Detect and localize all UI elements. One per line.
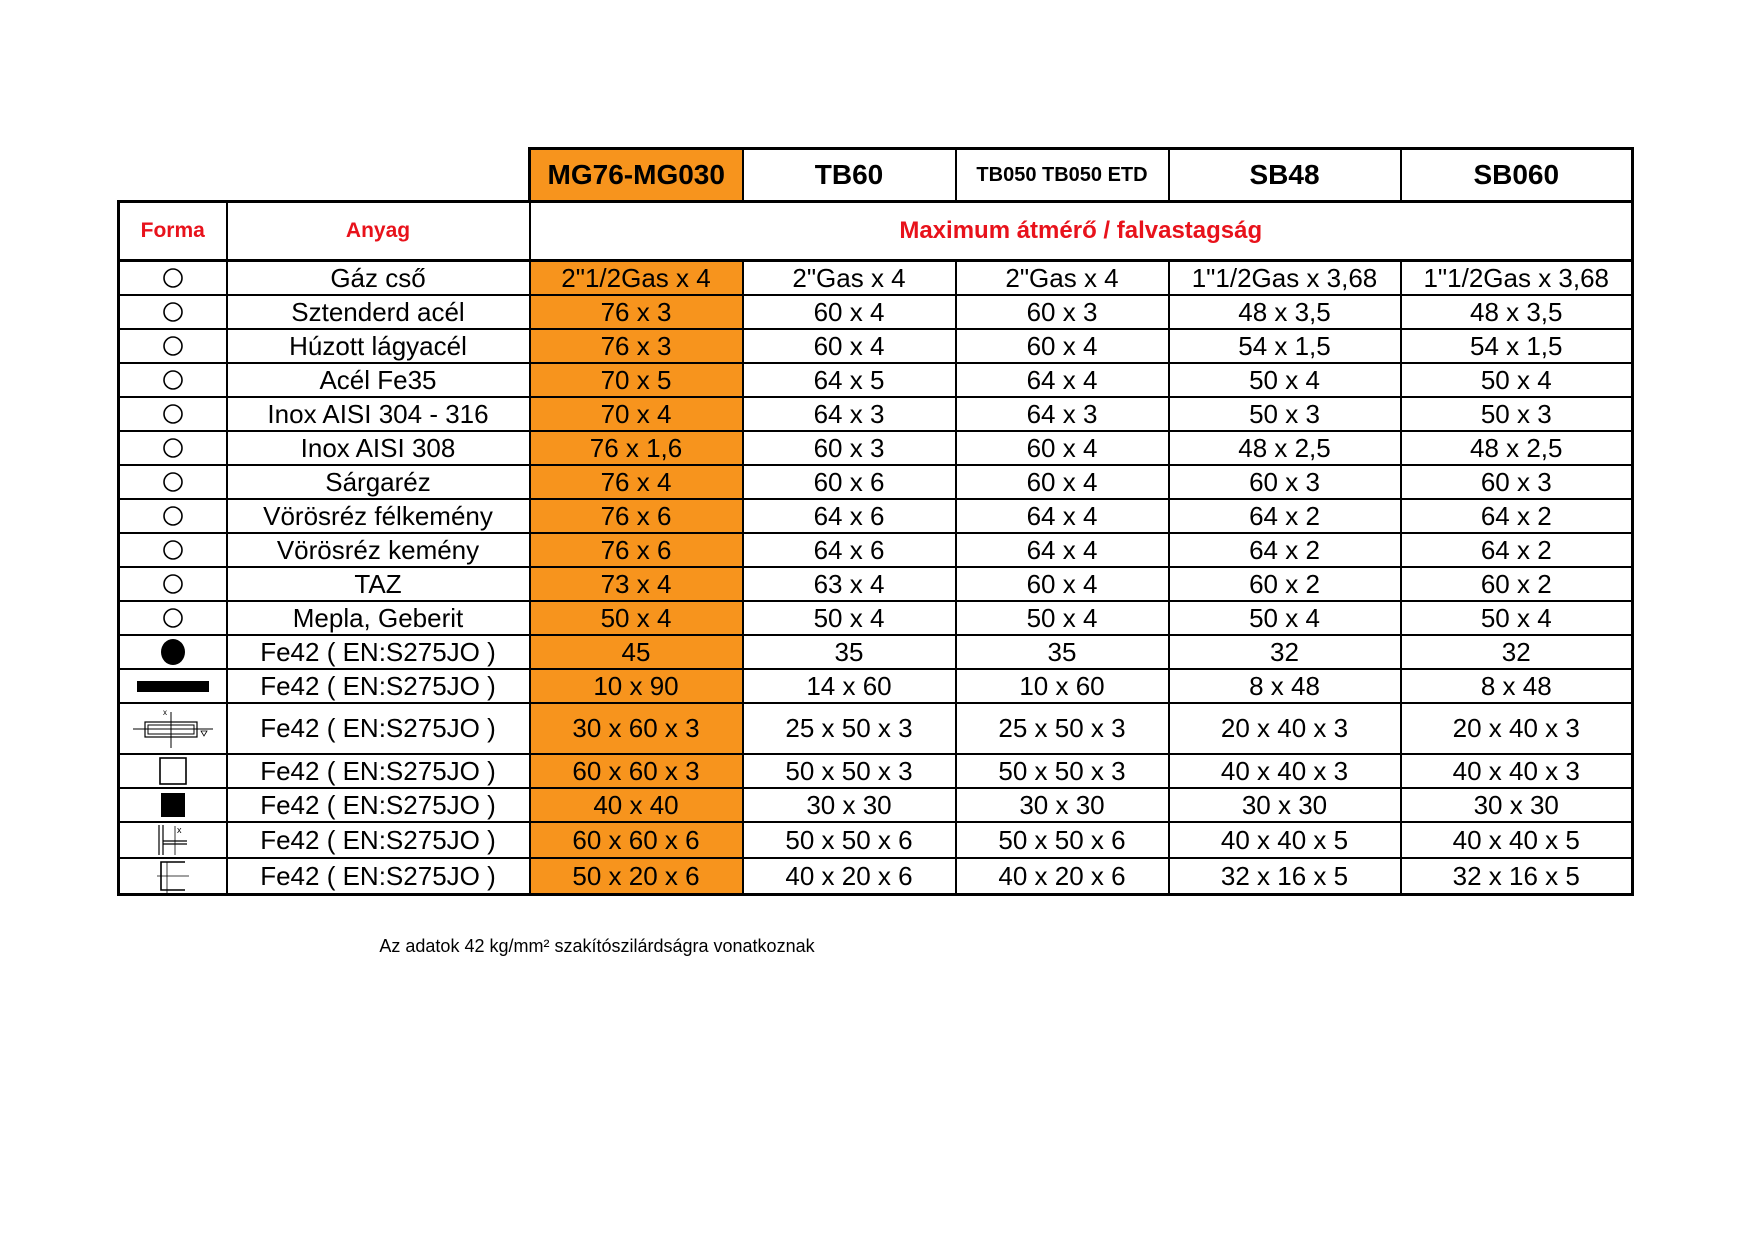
value-cell: 8 x 48 [1401,669,1633,703]
material-cell: Fe42 ( EN:S275JO ) [227,754,530,788]
circle-outline-icon [120,368,226,392]
material-cell: Vörösréz félkemény [227,499,530,533]
value-cell: 1"1/2Gas x 3,68 [1401,261,1633,296]
value-cell: 50 x 4 [1169,601,1401,635]
table-row [119,788,1633,822]
solid-square-icon [120,792,226,818]
material-cell: Gáz cső [227,261,530,296]
model-header-tb60: TB60 [743,149,956,202]
rectangular-tube-icon [120,706,226,752]
shape-cell [119,363,227,397]
table-row [119,261,1633,296]
value-cell: 1"1/2Gas x 3,68 [1169,261,1401,296]
value-cell: 60 x 2 [1169,567,1401,601]
table-row [119,431,1633,465]
shape-cell [119,261,227,296]
model-header-mg76: MG76-MG030 [530,149,743,202]
circle-outline-icon [120,266,226,290]
anyag-header: Anyag [227,202,530,261]
value-cell: 60 x 4 [743,295,956,329]
value-cell: 60 x 4 [956,431,1169,465]
value-cell: 30 x 30 [743,788,956,822]
shape-cell [119,499,227,533]
table-body [119,261,1633,895]
value-cell: 76 x 3 [530,329,743,363]
shape-cell [119,703,227,754]
value-cell: 73 x 4 [530,567,743,601]
material-cell: Fe42 ( EN:S275JO ) [227,822,530,858]
value-cell: 64 x 3 [743,397,956,431]
value-cell: 50 x 4 [956,601,1169,635]
value-cell: 64 x 4 [956,499,1169,533]
value-cell: 35 [743,635,956,669]
shape-cell [119,567,227,601]
circle-outline-icon [120,470,226,494]
value-cell: 76 x 6 [530,499,743,533]
table-row [119,295,1633,329]
circle-outline-icon [120,334,226,358]
value-cell: 32 x 16 x 5 [1169,858,1401,895]
value-cell: 60 x 60 x 6 [530,822,743,858]
material-cell: Fe42 ( EN:S275JO ) [227,858,530,895]
value-cell: 64 x 2 [1169,533,1401,567]
value-cell: 35 [956,635,1169,669]
value-cell: 70 x 4 [530,397,743,431]
model-header-tb050: TB050 TB050 ETD [956,149,1169,202]
value-cell: 60 x 3 [743,431,956,465]
value-cell: 8 x 48 [1169,669,1401,703]
shape-cell [119,754,227,788]
value-cell: 48 x 2,5 [1401,431,1633,465]
value-cell: 63 x 4 [743,567,956,601]
value-cell: 30 x 30 [956,788,1169,822]
table-row [119,669,1633,703]
value-cell: 50 x 4 [1401,363,1633,397]
value-cell: 76 x 1,6 [530,431,743,465]
model-header-row [119,149,1633,202]
value-cell: 40 x 40 [530,788,743,822]
circle-outline-icon [120,300,226,324]
footnote [0,936,1754,957]
shape-cell [119,295,227,329]
value-cell: 50 x 4 [1401,601,1633,635]
value-cell: 40 x 20 x 6 [743,858,956,895]
value-cell: 64 x 2 [1401,533,1633,567]
angle-profile-icon [120,823,226,857]
model-header-sb48: SB48 [1169,149,1401,202]
value-cell: 60 x 4 [743,329,956,363]
value-cell: 60 x 4 [956,465,1169,499]
footnote-text: Az adatok 42 kg/mm² szakítószilárdságra vonatkoznak [379,936,815,956]
table-row [119,363,1633,397]
material-cell: Mepla, Geberit [227,601,530,635]
value-cell: 20 x 40 x 3 [1401,703,1633,754]
table-row [119,703,1633,754]
value-cell: 2"1/2Gas x 4 [530,261,743,296]
value-cell: 20 x 40 x 3 [1169,703,1401,754]
value-cell: 64 x 3 [956,397,1169,431]
value-cell: 50 x 4 [1169,363,1401,397]
table-row [119,499,1633,533]
material-cell: Fe42 ( EN:S275JO ) [227,635,530,669]
material-cell: Húzott lágyacél [227,329,530,363]
shape-cell [119,858,227,895]
flat-bar-icon [120,678,226,694]
forma-header: Forma [119,202,227,261]
value-cell: 2"Gas x 4 [743,261,956,296]
blank-corner [227,149,530,202]
model-header-sb060: SB060 [1401,149,1633,202]
material-cell: Acél Fe35 [227,363,530,397]
value-cell: 50 x 3 [1401,397,1633,431]
table-row [119,754,1633,788]
material-cell: Vörösréz kemény [227,533,530,567]
value-cell: 54 x 1,5 [1401,329,1633,363]
value-cell: 64 x 6 [743,533,956,567]
table-row [119,397,1633,431]
value-cell: 32 [1169,635,1401,669]
value-cell: 25 x 50 x 3 [956,703,1169,754]
shape-cell [119,601,227,635]
value-cell: 60 x 4 [956,329,1169,363]
value-cell: 54 x 1,5 [1169,329,1401,363]
value-cell: 40 x 40 x 5 [1401,822,1633,858]
value-cell: 14 x 60 [743,669,956,703]
blank-corner [119,149,227,202]
material-cell: Fe42 ( EN:S275JO ) [227,703,530,754]
value-cell: 50 x 20 x 6 [530,858,743,895]
value-cell: 64 x 4 [956,363,1169,397]
value-cell: 60 x 4 [956,567,1169,601]
value-cell: 2"Gas x 4 [956,261,1169,296]
table-row [119,533,1633,567]
value-cell: 32 [1401,635,1633,669]
circle-outline-icon [120,606,226,630]
material-cell: Fe42 ( EN:S275JO ) [227,669,530,703]
label-header-row [119,202,1633,261]
shape-cell [119,788,227,822]
shape-cell [119,465,227,499]
value-cell: 76 x 3 [530,295,743,329]
value-cell: 48 x 3,5 [1401,295,1633,329]
dimension-span-header: Maximum átmérő / falvastagság [530,202,1633,261]
value-cell: 50 x 50 x 3 [743,754,956,788]
shape-cell [119,822,227,858]
table-row [119,567,1633,601]
value-cell: 70 x 5 [530,363,743,397]
capacity-table [117,147,1634,896]
table-row [119,601,1633,635]
value-cell: 60 x 2 [1401,567,1633,601]
value-cell: 50 x 50 x 3 [956,754,1169,788]
table-row [119,858,1633,895]
value-cell: 30 x 60 x 3 [530,703,743,754]
value-cell: 48 x 2,5 [1169,431,1401,465]
shape-cell [119,635,227,669]
table-row [119,465,1633,499]
channel-profile-icon [120,859,226,893]
value-cell: 10 x 90 [530,669,743,703]
value-cell: 50 x 4 [743,601,956,635]
material-cell: Sztenderd acél [227,295,530,329]
value-cell: 64 x 4 [956,533,1169,567]
value-cell: 64 x 2 [1401,499,1633,533]
material-cell: Inox AISI 308 [227,431,530,465]
value-cell: 64 x 5 [743,363,956,397]
value-cell: 50 x 3 [1169,397,1401,431]
value-cell: 25 x 50 x 3 [743,703,956,754]
value-cell: 60 x 3 [956,295,1169,329]
circle-outline-icon [120,572,226,596]
value-cell: 60 x 60 x 3 [530,754,743,788]
value-cell: 76 x 4 [530,465,743,499]
value-cell: 50 x 50 x 6 [956,822,1169,858]
value-cell: 10 x 60 [956,669,1169,703]
shape-cell [119,397,227,431]
value-cell: 64 x 2 [1169,499,1401,533]
table-row [119,329,1633,363]
table-row [119,635,1633,669]
material-cell: TAZ [227,567,530,601]
circle-outline-icon [120,402,226,426]
value-cell: 76 x 6 [530,533,743,567]
material-cell: Fe42 ( EN:S275JO ) [227,788,530,822]
svg-text:x: x [176,825,182,835]
circle-outline-icon [120,538,226,562]
material-cell: Sárgaréz [227,465,530,499]
value-cell: 40 x 40 x 5 [1169,822,1401,858]
shape-cell [119,533,227,567]
value-cell: 50 x 50 x 6 [743,822,956,858]
value-cell: 64 x 6 [743,499,956,533]
value-cell: 50 x 4 [530,601,743,635]
value-cell: 45 [530,635,743,669]
value-cell: 60 x 6 [743,465,956,499]
square-tube-icon [120,756,226,786]
value-cell: 60 x 3 [1169,465,1401,499]
shape-cell [119,431,227,465]
solid-circle-icon [120,637,226,667]
value-cell: 30 x 30 [1169,788,1401,822]
value-cell: 40 x 40 x 3 [1169,754,1401,788]
value-cell: 40 x 20 x 6 [956,858,1169,895]
value-cell: 60 x 3 [1401,465,1633,499]
table-row [119,822,1633,858]
circle-outline-icon [120,504,226,528]
shape-cell [119,669,227,703]
shape-cell [119,329,227,363]
value-cell: 32 x 16 x 5 [1401,858,1633,895]
value-cell: 30 x 30 [1401,788,1633,822]
svg-text:x: x [162,707,167,717]
circle-outline-icon [120,436,226,460]
material-cell: Inox AISI 304 - 316 [227,397,530,431]
value-cell: 40 x 40 x 3 [1401,754,1633,788]
value-cell: 48 x 3,5 [1169,295,1401,329]
